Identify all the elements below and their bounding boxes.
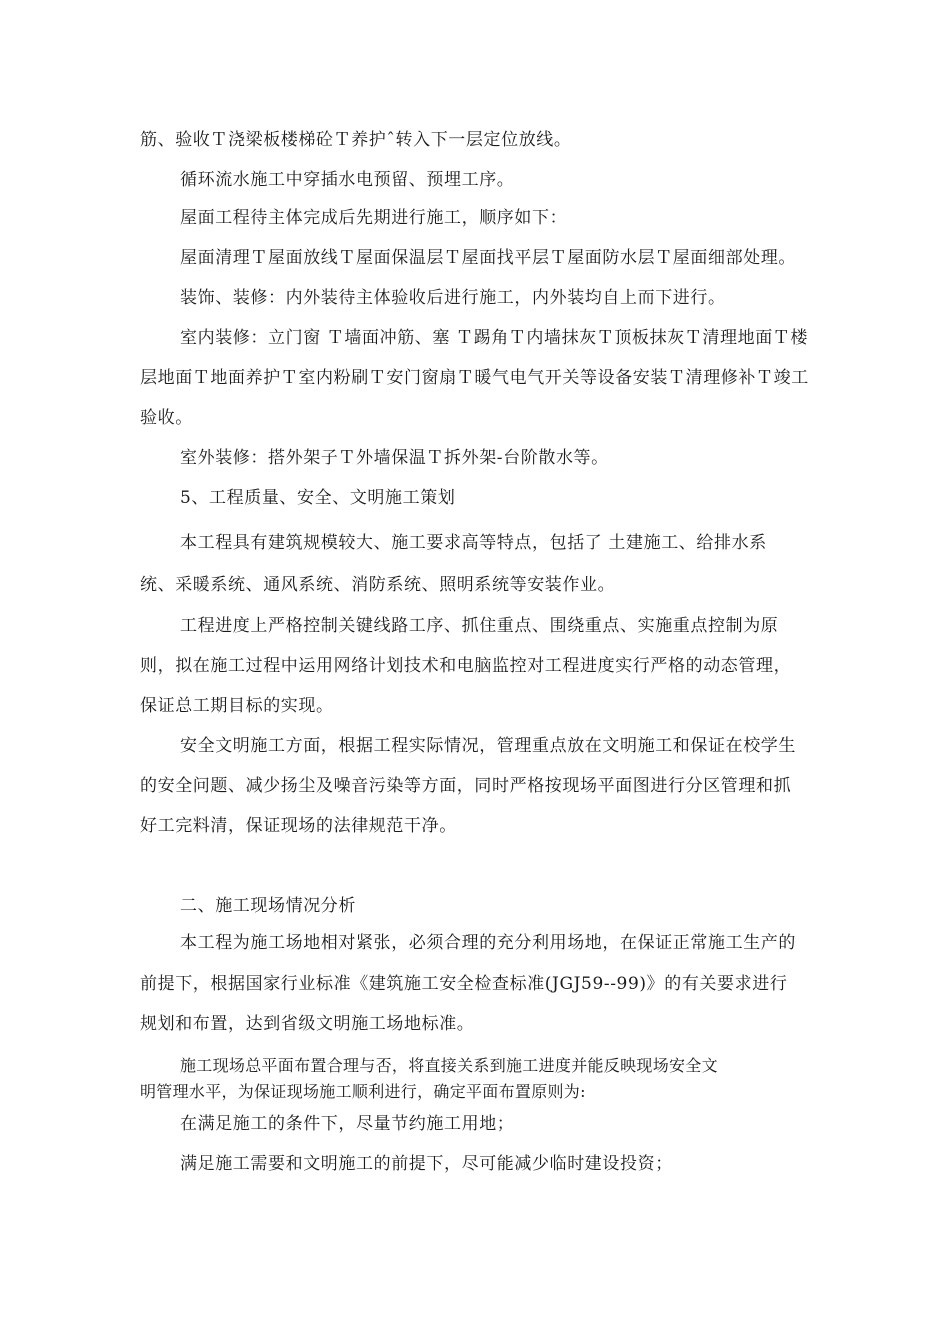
text-line: 前提下，根据国家行业标准《建筑施工安全检查标准(JGJ59--99)》的有关要求进行 xyxy=(140,974,788,994)
text-line: 保证总工期目标的实现。 xyxy=(140,696,334,716)
text-line: 筋、验收Ｔ浇梁板楼梯砼Ｔ养护ˆ转入下一层定位放线。 xyxy=(140,130,572,150)
text-line: 施工现场总平面布置合理与否，将直接关系到施工进度并能反映现场安全文 xyxy=(180,1056,718,1075)
text-line: 本工程具有建筑规模较大、施工要求高等特点，包括了 土建施工、给排水系 xyxy=(180,533,767,553)
text-line: 屋面工程待主体完成后先期进行施工，顺序如下： xyxy=(180,208,568,228)
text-line: 本工程为施工场地相对紧张，必须合理的充分利用场地，在保证正常施工生产的 xyxy=(180,933,796,953)
text-line: 屋面清理Ｔ屋面放线Ｔ屋面保温层Ｔ屋面找平层Ｔ屋面防水层Ｔ屋面细部处理。 xyxy=(180,248,796,268)
text-line: 室内装修：立门窗 Ｔ墙面冲筋、塞 Ｔ踢角Ｔ内墙抹灰Ｔ顶板抹灰Ｔ清理地面Ｔ楼 xyxy=(180,328,809,348)
text-line: 工程进度上严格控制关键线路工序、抓住重点、围绕重点、实施重点控制为原 xyxy=(180,616,779,636)
text-line: 安全文明施工方面，根据工程实际情况，管理重点放在文明施工和保证在校学生 xyxy=(180,736,796,756)
text-line: 循环流水施工中穿插水电预留、预埋工序。 xyxy=(180,170,515,190)
text-line: 室外装修：搭外架子Ｔ外墙保温Ｔ拆外架-台阶散水等。 xyxy=(180,448,609,468)
text-line: 在满足施工的条件下，尽量节约施工用地； xyxy=(180,1114,515,1134)
text-line: 规划和布置，达到省级文明施工场地标准。 xyxy=(140,1014,475,1034)
text-line: 的安全问题、减少扬尘及噪音污染等方面，同时严格按现场平面图进行分区管理和抓 xyxy=(140,776,792,796)
text-line: 则，拟在施工过程中运用网络计划技术和电脑监控对工程进度实行严格的动态管理， xyxy=(140,656,792,676)
text-line: 层地面Ｔ地面养护Ｔ室内粉刷Ｔ安门窗扇Ｔ暖气电气开关等设备安装Ｔ清理修补Ｔ竣工 xyxy=(140,368,809,388)
text-line: 装饰、装修：内外装待主体验收后进行施工，内外装均自上而下进行。 xyxy=(180,288,726,308)
text-line: 满足施工需要和文明施工的前提下，尽可能减少临时建设投资； xyxy=(180,1154,673,1174)
text-line: 好工完料清，保证现场的法律规范干净。 xyxy=(140,816,457,836)
section-heading: 5、工程质量、安全、文明施工策划 xyxy=(180,488,456,508)
chapter-heading: 二、施工现场情况分析 xyxy=(180,896,356,916)
text-line: 验收。 xyxy=(140,408,193,428)
text-line: 明管理水平，为保证现场施工顺利进行，确定平面布置原则为: xyxy=(140,1082,586,1101)
text-line: 统、采暖系统、通风系统、消防系统、照明系统等安装作业。 xyxy=(140,575,616,595)
